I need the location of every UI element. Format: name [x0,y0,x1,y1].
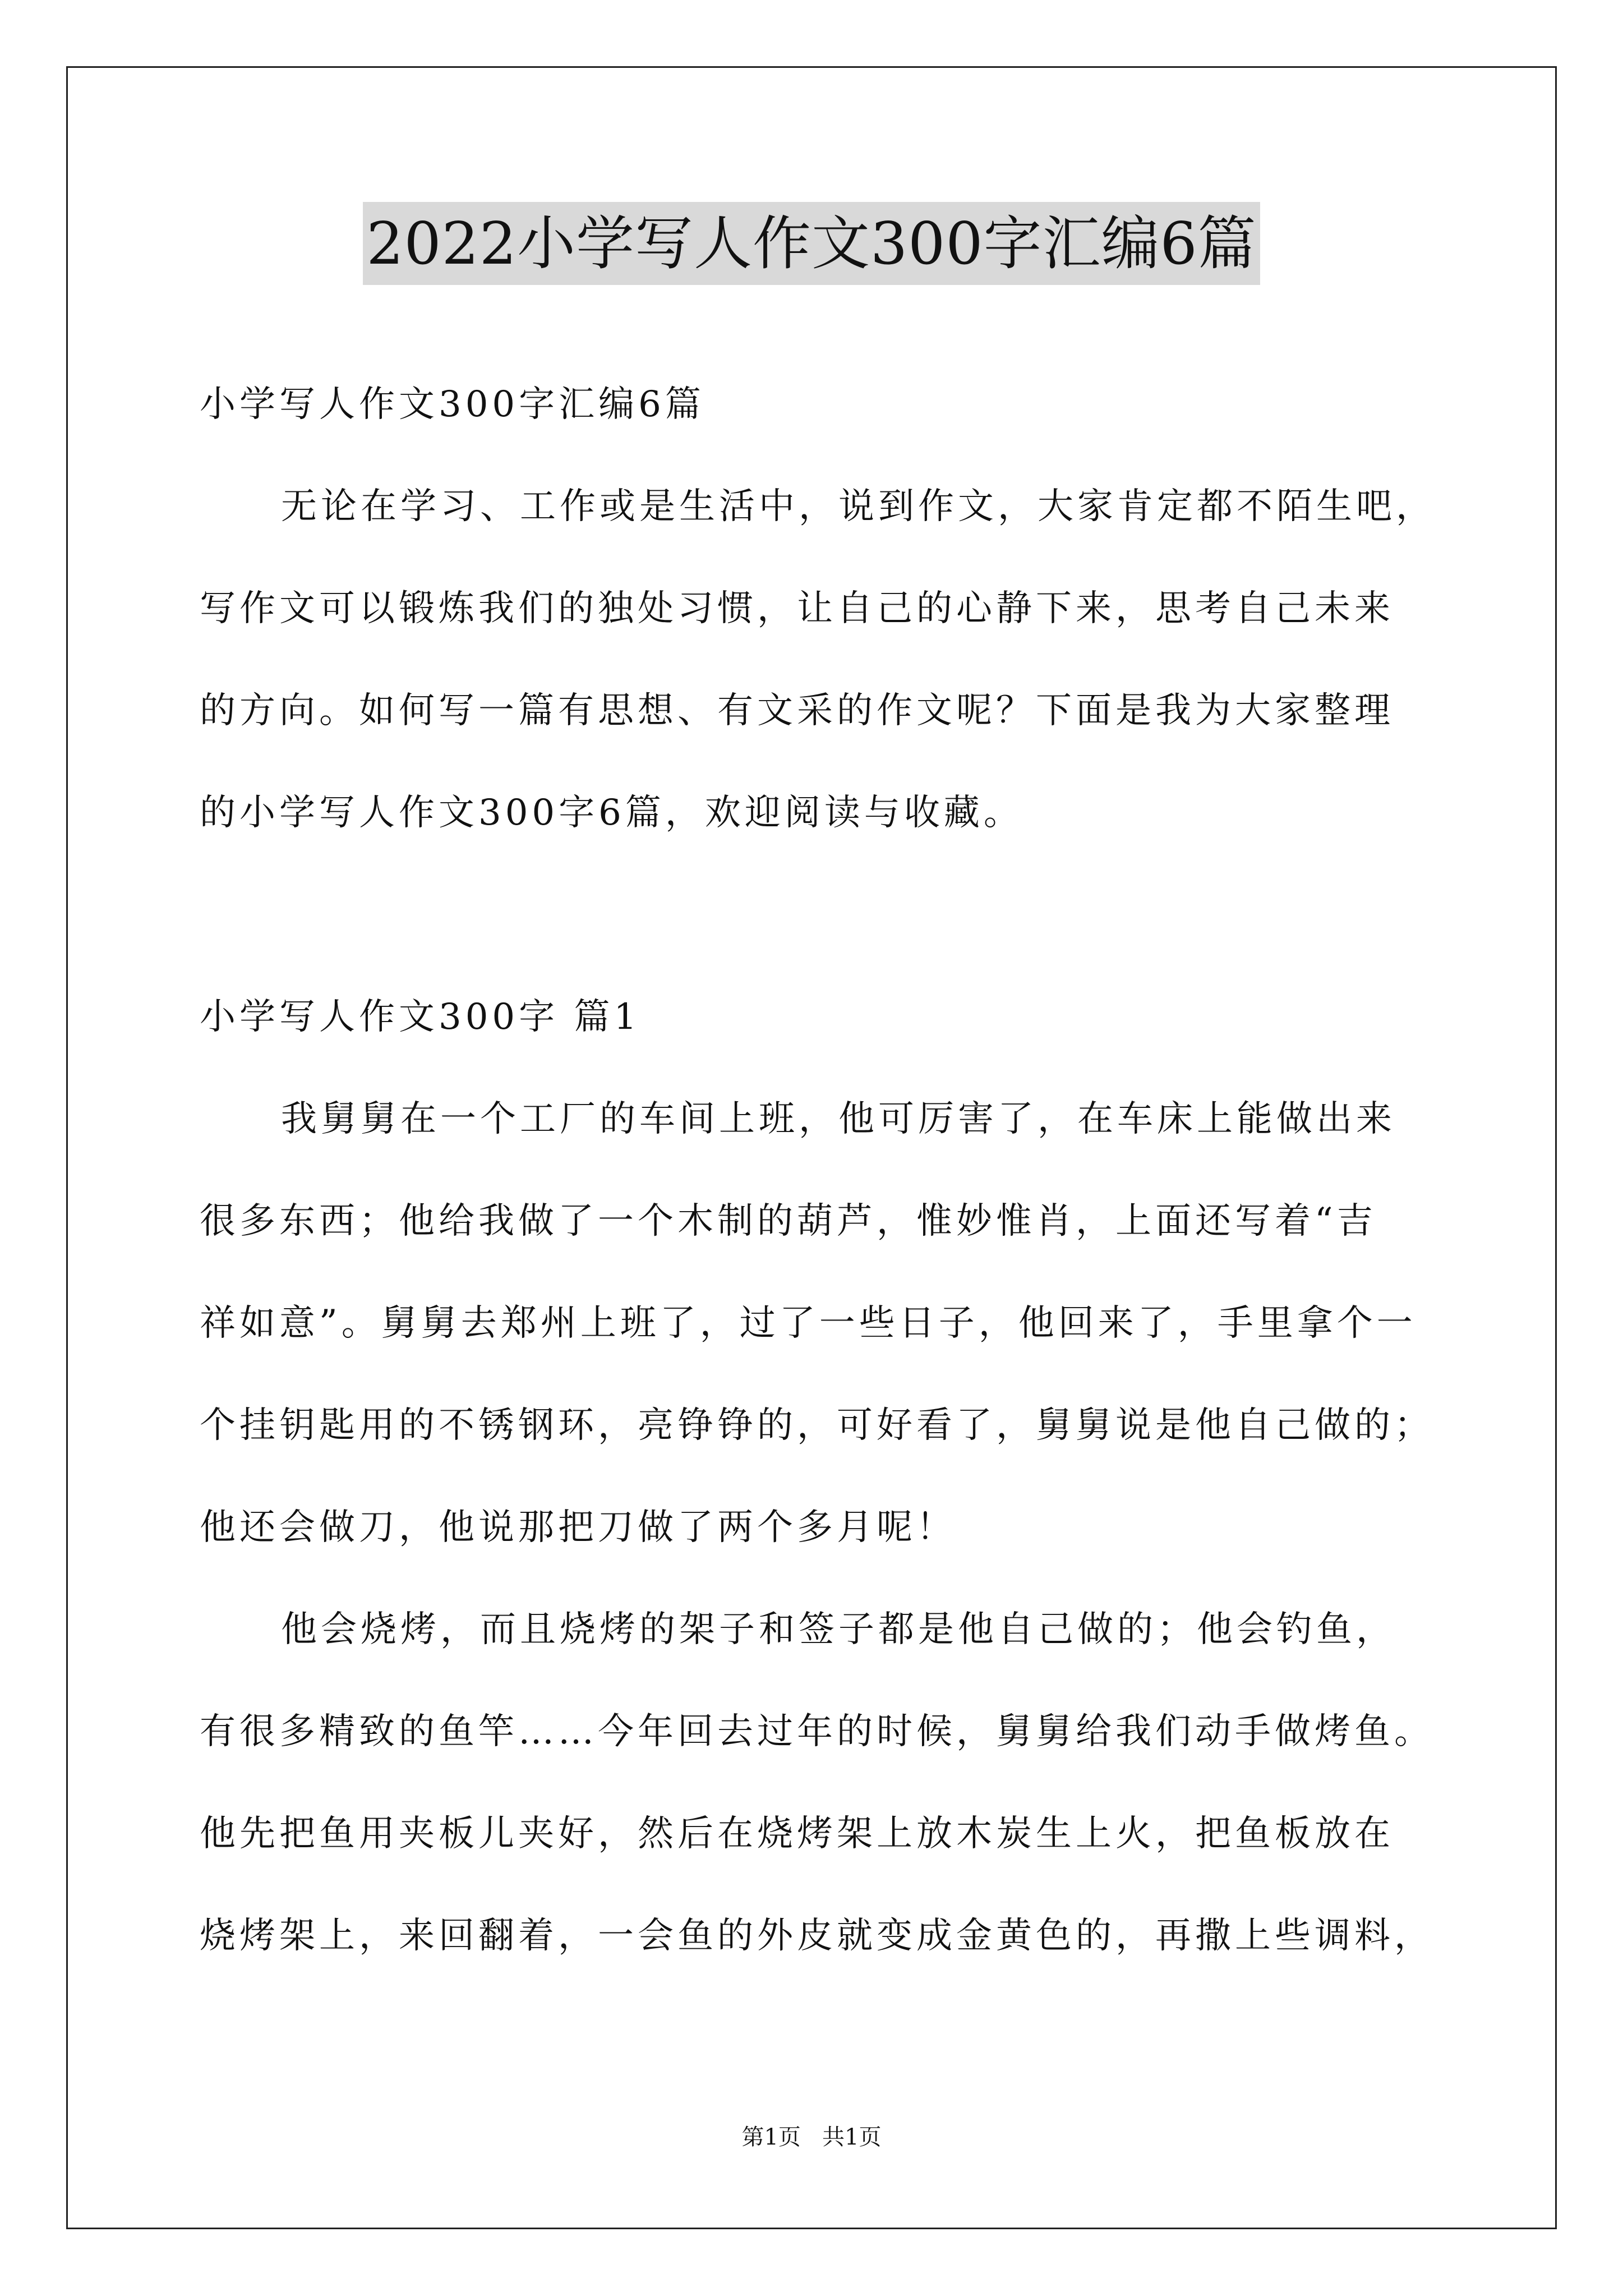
paragraph-line: 烧烤架上，来回翻着，一会鱼的外皮就变成金黄色的，再撒上些调料， [200,1915,1434,1957]
paragraph-line: 个挂钥匙用的不锈钢环，亮铮铮的，可好看了，舅舅说是他自己做的； [200,1405,1434,1446]
paragraph-line: 他还会做刀，他说那把刀做了两个多月呢！ [200,1507,956,1548]
paragraph-line: 有很多精致的鱼竿……今年回去过年的时候，舅舅给我们动手做烤鱼。 [200,1711,1434,1752]
section-heading: 小学写人作文300字 篇1 [200,996,641,1038]
section-paragraph-2 [200,1579,1434,1987]
paragraph-line: 他先把鱼用夹板儿夹好，然后在烧烤架上放木炭生上火，把鱼板放在 [200,1813,1394,1855]
document-body [200,353,1436,1987]
intro-line: 写作文可以锻炼我们的独处习惯，让自己的心静下来，思考自己未来 [200,588,1394,629]
intro-line: 的方向。如何写一篇有思想、有文采的作文呢？下面是我为大家整理 [200,690,1394,731]
intro-line: 的小学写人作文300字6篇，欢迎阅读与收藏。 [200,792,1023,834]
page-footer: 第1页 共1页 [741,2124,882,2150]
document-subtitle: 小学写人作文300字汇编6篇 [200,384,705,425]
paragraph-line: 我舅舅在一个工厂的车间上班，他可厉害了，在车床上能做出来 [281,1098,1396,1140]
intro-paragraph [200,455,1436,864]
title-container [0,202,1623,285]
section-paragraph-1 [200,1068,1434,1579]
paragraph-gap [200,864,1431,966]
paragraph-line: 很多东西；他给我做了一个木制的葫芦，惟妙惟肖，上面还写着“吉 [200,1200,1377,1242]
paragraph-line: 祥如意”。舅舅去郑州上班了，过了一些日子，他回来了，手里拿个一 [200,1303,1417,1344]
paragraph-line: 他会烧烤，而且烧烤的架子和签子都是他自己做的；他会钓鱼， [281,1609,1396,1650]
intro-line: 无论在学习、工作或是生活中，说到作文，大家肯定都不陌生吧， [281,486,1436,527]
document-title: 2022小学写人作文300字汇编6篇 [363,202,1260,285]
